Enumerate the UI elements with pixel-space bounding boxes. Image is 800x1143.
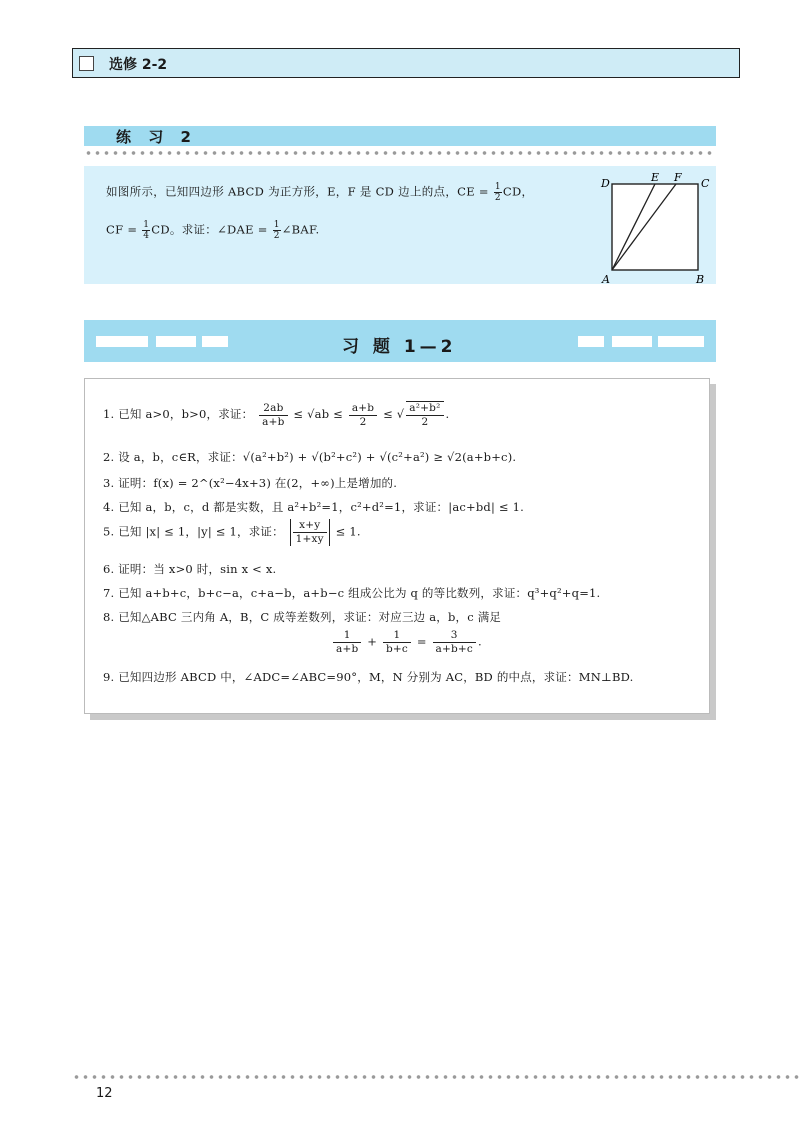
fraction-den: a+b+c xyxy=(435,643,473,655)
fraction xyxy=(259,402,287,429)
problem-6: 6. 证明：当 x>0 时，sin x < x. xyxy=(103,562,277,576)
fraction xyxy=(494,182,502,203)
dotted-divider xyxy=(84,150,716,156)
fraction-num: x+y xyxy=(293,519,327,533)
problem-text: 1. 已知 a>0，b>0，求证： xyxy=(103,407,254,421)
problem-text: ≤ √ab ≤ xyxy=(293,407,343,421)
fraction xyxy=(383,629,411,656)
exercise-text: CF = xyxy=(106,222,138,237)
exercise-title-band xyxy=(84,126,716,146)
page-number: 12 xyxy=(96,1086,113,1101)
exercise-line-2 xyxy=(106,220,320,241)
fraction xyxy=(290,519,330,546)
problem-9: 9. 已知四边形 ABCD 中，∠ADC=∠ABC=90°，M，N 分别为 AC，BD 的中点，求证：MN⊥BD. xyxy=(103,670,634,684)
fraction xyxy=(273,220,281,241)
problem-text: . xyxy=(477,634,482,649)
decor-bar xyxy=(156,336,196,347)
problem-2: 2. 设 a，b，c∈R，求证：√(a²+b²) + √(b²+c²) + √(c²+a²) ≥ √2(a+b+c). xyxy=(103,450,517,464)
fraction-num: 1 xyxy=(143,220,150,230)
label-e: E xyxy=(651,171,660,184)
fraction-num: a²+b² xyxy=(406,402,443,416)
decor-bar xyxy=(658,336,704,347)
label-d: D xyxy=(601,177,610,190)
fraction xyxy=(142,220,150,241)
problem-4: 4. 已知 a，b，c，d 都是实数，且 a²+b²=1，c²+d²=1，求证：|ac+bd| ≤ 1. xyxy=(103,500,524,514)
section-title: 选修 2-2 xyxy=(109,57,168,73)
fraction-num: 1 xyxy=(273,220,280,230)
problem-text: 5. 已知 |x| ≤ 1，|y| ≤ 1，求证： xyxy=(103,524,284,539)
fraction-den: a+b xyxy=(336,643,359,655)
fraction-num: 1 xyxy=(333,629,361,643)
problems-title-band xyxy=(84,320,716,362)
problem-text: ≤ 1. xyxy=(335,524,361,539)
label-a: A xyxy=(602,273,610,286)
exercise-text: ∠BAF. xyxy=(281,222,320,237)
problem-7: 7. 已知 a+b+c，b+c−a，c+a−b，a+b−c 组成公比为 q 的等比数列，求证：q³+q²+q=1. xyxy=(103,586,601,600)
exercise-title: 练 习 2 xyxy=(116,128,197,146)
exercise-text: CD， xyxy=(502,184,534,199)
exercise-text: CD。求证：∠DAE = xyxy=(151,222,268,237)
fraction xyxy=(433,629,476,656)
fraction xyxy=(333,629,361,656)
fraction-den: 1+xy xyxy=(295,533,324,545)
problem-text: ≤ √ xyxy=(383,407,405,421)
problem-8-equation xyxy=(331,629,482,656)
problem-1 xyxy=(103,401,449,429)
footer-dotted-divider xyxy=(72,1074,800,1080)
fraction-den: 2 xyxy=(273,231,280,241)
decor-bar xyxy=(578,336,604,347)
decor-bar xyxy=(612,336,652,347)
fraction-den: a+b xyxy=(262,415,285,428)
header-square-icon xyxy=(79,56,94,71)
problem-text: + xyxy=(367,634,378,649)
fraction-den: 2 xyxy=(494,193,501,203)
label-f: F xyxy=(674,171,682,184)
exercise-text: 如图所示，已知四边形 ABCD 为正方形，E，F 是 CD 边上的点，CE = xyxy=(106,184,489,199)
fraction xyxy=(406,401,443,429)
problems-title: 习 题 1—2 xyxy=(342,337,457,357)
problem-5 xyxy=(103,519,361,546)
fraction-den: 4 xyxy=(143,231,150,241)
fraction-den: 2 xyxy=(359,415,367,428)
problem-text: = xyxy=(416,634,427,649)
fraction xyxy=(349,402,377,429)
square-abcd xyxy=(612,184,698,270)
section-header xyxy=(72,48,740,78)
fraction-den: b+c xyxy=(385,643,408,655)
label-b: B xyxy=(696,273,705,286)
square-figure xyxy=(596,168,714,286)
problem-text: . xyxy=(445,407,450,421)
fraction-num: 1 xyxy=(383,629,411,643)
problem-8: 8. 已知△ABC 三内角 A，B，C 成等差数列，求证：对应三边 a，b，c 满足 xyxy=(103,610,502,624)
problem-3: 3. 证明：f(x) = 2^(x²−4x+3) 在(2，+∞)上是增加的. xyxy=(103,476,398,490)
fraction-num: 3 xyxy=(433,629,476,643)
label-c: C xyxy=(701,177,710,190)
fraction-num: 2ab xyxy=(259,402,287,416)
decor-bar xyxy=(96,336,148,347)
fraction-den: 2 xyxy=(421,416,429,428)
fraction-num: a+b xyxy=(349,402,377,416)
fraction-num: 1 xyxy=(494,182,501,192)
exercise-line-1 xyxy=(106,182,533,203)
decor-bar xyxy=(202,336,228,347)
problems-panel xyxy=(84,378,710,714)
